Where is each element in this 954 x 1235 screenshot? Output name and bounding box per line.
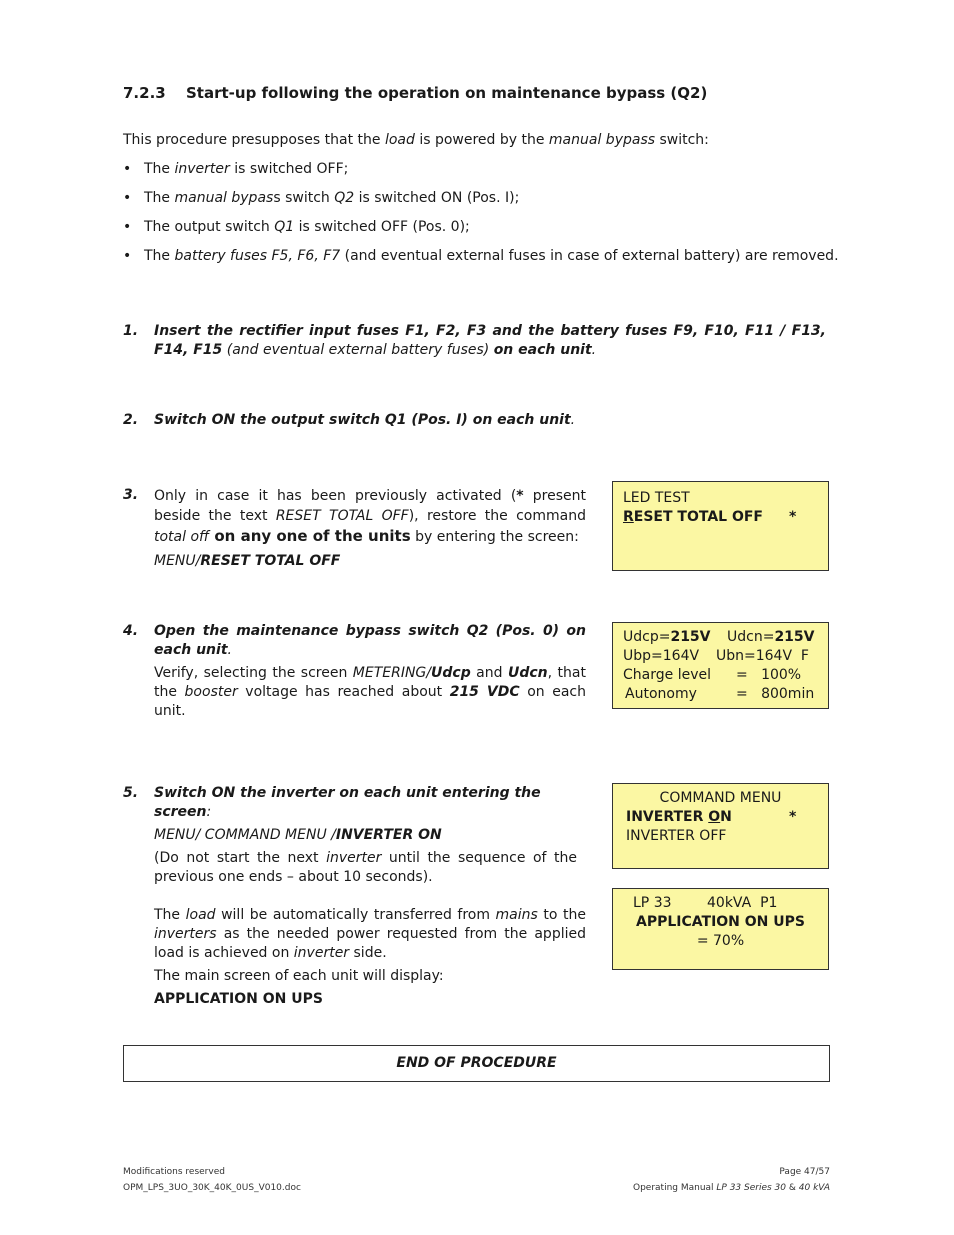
step-text-part: Insert the rectifier input fuses F1, F2, F3 and the battery fuses F9, F10, F11 / F13, F14, F15 <box>154 323 826 358</box>
footer-modifications: Modifications reserved <box>123 1167 225 1177</box>
footer-text: 40 kVA <box>798 1183 830 1193</box>
item-text: The <box>144 190 175 206</box>
lcd-line <box>626 808 732 827</box>
lcd-value: 215V <box>670 629 711 645</box>
lcd-line: LED TEST <box>623 490 690 506</box>
step-text-part: Only in case it has been previously activated ( <box>154 488 517 504</box>
step-text-part: (Do not start the next <box>154 850 327 866</box>
item-text: The <box>144 248 175 264</box>
display-message: APPLICATION ON UPS <box>154 991 323 1007</box>
step-text <box>154 322 826 360</box>
step-text-part: side. <box>349 945 387 961</box>
step-paragraph <box>154 784 586 822</box>
lcd-main-screen <box>612 888 829 970</box>
footer-document-name: OPM_LPS_3UO_30K_40K_0US_V010.doc <box>123 1183 301 1193</box>
step-paragraph <box>154 664 586 721</box>
lcd-line: = 70% <box>696 933 745 949</box>
intro-load: load <box>384 132 415 148</box>
intro-text: is powered by the <box>414 132 549 148</box>
item-text: is switched OFF; <box>229 161 349 177</box>
step-text-part: voltage has reached about <box>237 684 450 700</box>
step-text <box>154 622 586 721</box>
list-item <box>123 218 839 247</box>
step-text-part: mains <box>495 907 538 923</box>
step-text-part: as the needed power requested from the applied load is achieved on <box>154 926 586 961</box>
step-text-part: : <box>206 804 212 820</box>
lcd-command-menu <box>612 783 829 869</box>
menu-path-part: MENU/ COMMAND MENU / <box>154 827 336 843</box>
footer-text: Operating Manual <box>632 1183 717 1193</box>
item-text: The <box>144 161 175 177</box>
lcd-metering <box>612 622 829 709</box>
step-text <box>154 411 826 430</box>
step-text-part: by entering the screen: <box>410 529 579 545</box>
step-text-part: until the sequence of the previous one ends – about 10 seconds). <box>154 850 577 885</box>
step-text-part: present beside the text <box>154 488 586 524</box>
lcd-active-marker: * <box>789 509 797 525</box>
lcd-text: ESET TOTAL OFF <box>633 509 763 525</box>
footer-page-number: Page 47/57 <box>779 1167 830 1177</box>
lcd-cursor: O <box>708 809 721 825</box>
section-heading <box>123 84 707 103</box>
step-text-part: , that the <box>154 665 586 700</box>
lcd-line: Ubn=164V F <box>716 648 809 664</box>
menu-path-part: RESET TOTAL OFF <box>200 553 341 569</box>
step-text-part: and <box>470 665 508 681</box>
step-text-part: on each unit <box>493 342 592 358</box>
item-text: The output switch <box>144 219 275 235</box>
step-text-part: 215 VDC <box>449 684 520 700</box>
item-text: Q1 <box>274 219 295 235</box>
step-text-part: total off <box>154 529 210 545</box>
lcd-cursor: R <box>623 509 634 525</box>
step-text-part: inverter <box>293 945 350 961</box>
intro-text: This procedure presupposes that the <box>123 132 385 148</box>
step-text-part: Udcn <box>507 665 548 681</box>
step-text-part: on each unit. <box>154 684 586 719</box>
lcd-line: = 100% <box>736 667 802 683</box>
item-text: Q2 <box>334 190 355 206</box>
footer-text: LP 33 Series 30 <box>716 1183 787 1193</box>
step-paragraph <box>154 849 577 887</box>
lcd-value: 215V <box>774 629 815 645</box>
step-text-part: inverters <box>154 926 217 942</box>
lcd-line: INVERTER OFF <box>626 828 727 844</box>
step-text-part: to the <box>537 907 586 923</box>
footer-manual-title <box>633 1182 830 1194</box>
step-paragraph: The main screen of each unit will display: <box>154 968 444 984</box>
step-number: 5. <box>123 785 139 801</box>
lcd-text: Udcn= <box>727 629 775 645</box>
item-text: (and eventual external fuses in case of external battery) are removed. <box>340 248 839 264</box>
footer-left <box>123 1166 301 1194</box>
step-number: 2. <box>123 412 139 428</box>
lcd-line: 40kVA P1 <box>707 895 778 911</box>
footer-right <box>633 1166 830 1194</box>
step-text-part: inverter <box>326 850 382 866</box>
menu-path <box>154 826 586 845</box>
precondition-list <box>123 160 839 276</box>
step-text-part: . <box>570 412 576 428</box>
intro-paragraph <box>123 131 709 150</box>
lcd-line: = 800min <box>736 686 815 702</box>
step-text-part: METERING/ <box>352 665 431 681</box>
step-text <box>154 486 586 571</box>
step-text-part: RESET TOTAL OFF <box>275 508 409 524</box>
step-text-part: The <box>154 907 186 923</box>
lcd-reset-total-off <box>612 481 829 571</box>
step-paragraph <box>154 486 586 547</box>
footer-text: & <box>786 1183 799 1193</box>
item-text: battery fuses F5, F6, F7 <box>174 248 341 264</box>
step-text-part: on any one of the units <box>209 527 411 545</box>
lcd-text: INVERTER <box>626 809 709 825</box>
step-number: 1. <box>123 323 139 339</box>
menu-path <box>154 551 586 571</box>
intro-manual-bypass: manual bypass <box>548 132 656 148</box>
lcd-line: LP 33 <box>633 895 672 911</box>
section-number: 7.2.3 <box>123 84 166 102</box>
step-number: 3. <box>123 487 139 503</box>
lcd-line <box>727 628 815 647</box>
intro-text: switch: <box>655 132 709 148</box>
end-of-procedure-box: END OF PROCEDURE <box>123 1045 830 1082</box>
step-text-part: (and eventual external battery fuses) <box>222 342 494 358</box>
item-text: manual bypas <box>174 190 274 206</box>
lcd-line: APPLICATION ON UPS <box>636 914 805 930</box>
lcd-title: COMMAND MENU <box>659 790 782 806</box>
lcd-line: Autonomy <box>625 686 697 702</box>
lcd-text: Udcp= <box>623 629 671 645</box>
step-text-part: ), restore the command <box>408 508 586 524</box>
list-item <box>123 247 839 276</box>
lcd-line <box>623 508 763 527</box>
step-text-part: Switch ON the output switch Q1 (Pos. I) on each unit <box>154 412 571 428</box>
step-number: 4. <box>123 623 139 639</box>
item-text: inverter <box>174 161 230 177</box>
section-title: Start-up following the operation on maintenance bypass (Q2) <box>186 84 708 102</box>
item-text: s switch <box>273 190 335 206</box>
menu-path-part: INVERTER ON <box>335 827 442 843</box>
step-text-part: . <box>591 342 597 358</box>
step-text-part: Verify, selecting the screen <box>154 665 353 681</box>
lcd-line <box>623 628 711 647</box>
step-text-part: * <box>516 488 524 504</box>
step-text-part: Switch ON the inverter on each unit entering the screen <box>154 785 541 820</box>
step-paragraph <box>154 906 586 963</box>
list-item <box>123 160 839 189</box>
lcd-line: Ubp=164V <box>623 648 700 664</box>
item-text: is switched ON (Pos. I); <box>354 190 520 206</box>
step-text-part: will be automatically transferred from <box>215 907 496 923</box>
step-text-part: Udcp <box>431 665 471 681</box>
lcd-text: N <box>720 809 732 825</box>
item-text: is switched OFF (Pos. 0); <box>294 219 470 235</box>
step-text-part: booster <box>184 684 238 700</box>
step-text-part: Open the maintenance bypass switch Q2 (Pos. 0) on each unit <box>154 623 586 658</box>
step-text-part: load <box>185 907 216 923</box>
step-paragraph <box>154 622 586 660</box>
lcd-line: Charge level <box>623 667 711 683</box>
step-text-part: . <box>227 642 232 658</box>
menu-path-part: MENU/ <box>154 553 201 569</box>
lcd-active-marker: * <box>789 809 797 825</box>
list-item <box>123 189 839 218</box>
step-text <box>154 784 586 1009</box>
